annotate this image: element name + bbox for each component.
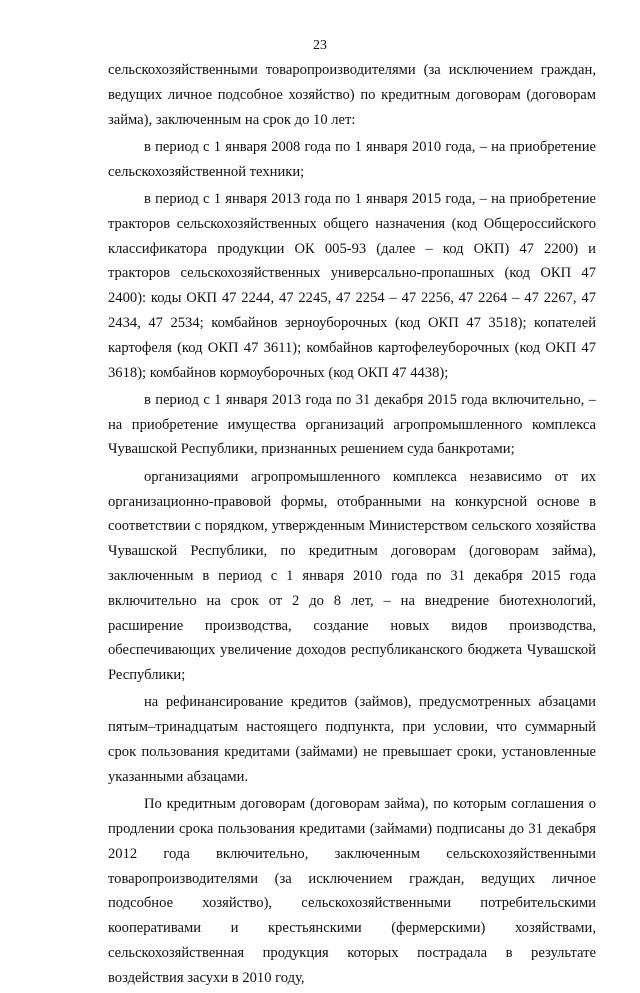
paragraph-continuation: сельскохозяйственными товаропроизводителями (за исключением граждан, ведущих личное подсобное хозяйство) по кредитным договорам (договорам займа), заключенным на срок до 10 лет: (108, 62, 596, 128)
page-number: 23 (313, 38, 327, 53)
paragraph-bankrupt-property: в период с 1 января 2013 года по 31 декабря 2015 года включительно, – на приобретение имущества организаций агропромышленного комплекса Чувашской Республики, признанных решением суда банкротами; (108, 391, 596, 458)
paragraph-refinancing: на рефинансирование кредитов (займов), предусмотренных абзацами пятым–тринадцатым настоящего подпункта, при условии, что суммарный срок пользования кредитами (займами) не превышает сроки, установленные указанными абзацами. (108, 694, 596, 785)
paragraph-tractors-combines: в период с 1 января 2013 года по 1 января 2015 года, – на приобретение тракторов сельскохозяйственных общего назначения (код Общероссийского классификатора продукции ОК 005-93 (далее – код ОКП) 47 2200) и тракторов сельскохозяйственных универсально-пропашных (код ОКП 47 2400): коды ОКП 47 2244, 47 2245, 47 2254 – 47 2256, 47 2264 – 47 2267, 47 2434, 47 2534; комбайнов зерноуборочных (код ОКП 47 3518); копателей картофеля (код ОКП 47 3611); комбайнов картофелеуборочных (код ОКП 47 3618); комбайнов кормоуборочных (код ОКП 47 4438); (108, 190, 596, 381)
paragraph-drought-loans: По кредитным договорам (договорам займа), по которым соглашения о продлении срока пользования кредитами (займами) подписаны до 31 декабря 2012 года включительно, заключенным сельскохозяйственными товаропроизводителями (за исключением граждан, ведущих личное подсобное хозяйство), сельскохозяйственными потребительскими кооперативами и крестьянскими (фермерскими) хозяйствами, сельскохозяйственная продукция которых пострадала в результате воздействия засухи в 2010 году, (108, 796, 596, 986)
paragraph-agricultural-machinery: в период с 1 января 2008 года по 1 января 2010 года, – на приобретение сельскохозяйственной техники; (108, 138, 596, 180)
paragraph-agro-organizations: организациями агропромышленного комплекса независимо от их организационно-правовой формы, отобранными на конкурсной основе в соответствии с порядком, утвержденным Министерством сельского хозяйства Чувашской Республики, по кредитным договорам (договорам займа), заключенным в период с 1 января 2010 года по 31 декабря 2015 года включительно на срок от 2 до 8 лет, – на внедрение биотехнологий, расширение производства, создание новых видов производства, обеспечивающих увеличение доходов республиканского бюджета Чувашской Республики; (108, 468, 596, 684)
document-text (108, 58, 596, 993)
